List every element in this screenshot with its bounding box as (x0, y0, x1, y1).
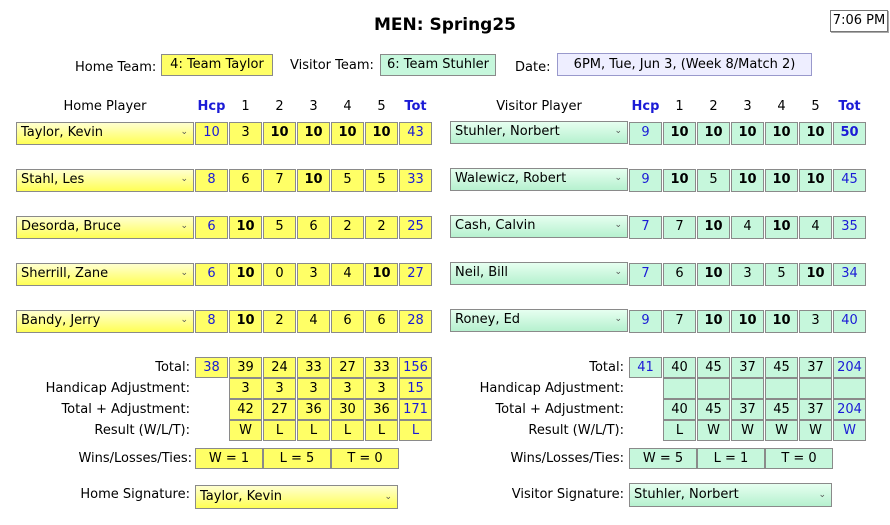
visitor-team-field[interactable]: 6: Team Stuhler (380, 54, 496, 76)
visitor-round-3-header: 3 (743, 99, 752, 114)
visitor-wins: W = 5 (629, 448, 697, 469)
visitor-ties: T = 0 (765, 448, 833, 469)
home-round-1-header: 1 (241, 99, 250, 114)
home-tot-header: Tot (404, 99, 427, 114)
visitor-player-select[interactable] (450, 215, 628, 238)
visitor-signature-select[interactable] (629, 483, 832, 507)
home-total-cell: 33 (297, 357, 330, 378)
visitor-signature-label: Visitor Signature: (511, 487, 624, 502)
home-score-cell[interactable]: 10 (365, 263, 398, 286)
visitor-round-2-header: 2 (709, 99, 718, 114)
visitor-player-name: Cash, Calvin (455, 218, 536, 233)
visitor-tot-cell: 35 (833, 216, 866, 239)
visitor-round-5-header: 5 (811, 99, 820, 114)
home-result-cell: L (297, 420, 330, 441)
home-score-cell[interactable]: 3 (297, 263, 330, 286)
visitor-player-select[interactable] (450, 121, 628, 144)
visitor-player-name: Neil, Bill (455, 265, 508, 280)
home-hcp-header: Hcp (197, 99, 226, 114)
home-score-cell[interactable]: 10 (365, 122, 398, 145)
home-total-adjust-cell: 36 (365, 399, 398, 420)
home-round-2-header: 2 (275, 99, 284, 114)
visitor-score-cell[interactable]: 4 (799, 216, 832, 239)
home-total-adjust-cell: 30 (331, 399, 364, 420)
home-player-name: Bandy, Jerry (21, 313, 101, 328)
home-total-adjust-cell: 36 (297, 399, 330, 420)
home-score-cell[interactable]: 3 (229, 122, 262, 145)
home-score-cell[interactable]: 5 (331, 169, 364, 192)
visitor-score-cell[interactable]: 3 (799, 310, 832, 333)
visitor-tot-cell: 45 (833, 169, 866, 192)
home-total-hcp: 38 (195, 357, 228, 378)
visitor-score-cell[interactable]: 10 (765, 169, 798, 192)
home-player-name: Taylor, Kevin (21, 125, 104, 140)
home-total-adjust-cell: 42 (229, 399, 262, 420)
visitor-total-adjust-cell: 37 (731, 399, 764, 420)
clock: 7:06 PM (830, 10, 888, 32)
visitor-total-adjust-label: Total + Adjustment: (495, 402, 624, 417)
chevron-down-icon: ⌄ (180, 268, 188, 278)
home-total-cell: 27 (331, 357, 364, 378)
visitor-score-cell[interactable]: 10 (697, 216, 730, 239)
chevron-down-icon: ⌄ (180, 174, 188, 184)
chevron-down-icon: ⌄ (614, 314, 622, 324)
visitor-score-cell[interactable]: 6 (663, 263, 696, 286)
home-hcp-cell[interactable]: 8 (195, 169, 228, 192)
home-player-name: Sherrill, Zane (21, 266, 109, 281)
home-score-cell[interactable]: 10 (331, 122, 364, 145)
visitor-score-cell[interactable]: 4 (731, 216, 764, 239)
home-result-cell: L (263, 420, 296, 441)
visitor-round-1-header: 1 (675, 99, 684, 114)
visitor-score-cell[interactable]: 5 (765, 263, 798, 286)
home-score-cell[interactable]: 0 (263, 263, 296, 286)
visitor-score-cell[interactable]: 10 (765, 310, 798, 333)
visitor-tot-cell: 40 (833, 310, 866, 333)
home-hcp-cell[interactable]: 10 (195, 122, 228, 145)
visitor-score-cell[interactable]: 10 (799, 263, 832, 286)
chevron-down-icon: ⌄ (818, 490, 826, 500)
visitor-result-cell: W (697, 420, 730, 441)
visitor-team-label: Visitor Team: (290, 58, 374, 73)
visitor-result-cell: W (731, 420, 764, 441)
home-player-name: Desorda, Bruce (21, 219, 121, 234)
visitor-total-adjust-cell: 45 (765, 399, 798, 420)
chevron-down-icon: ⌄ (614, 173, 622, 183)
home-total-adjust-cell: 27 (263, 399, 296, 420)
chevron-down-icon: ⌄ (180, 221, 188, 231)
visitor-total-tot: 204 (833, 357, 866, 378)
visitor-total-adjust-cell: 37 (799, 399, 832, 420)
visitor-signature-value: Stuhler, Norbert (634, 487, 739, 502)
date-field[interactable]: 6PM, Tue, Jun 3, (Week 8/Match 2) (557, 53, 812, 76)
home-player-select[interactable] (16, 122, 194, 145)
visitor-hcp-header: Hcp (631, 99, 660, 114)
home-score-cell[interactable]: 6 (331, 310, 364, 333)
visitor-round-4-header: 4 (777, 99, 786, 114)
home-score-cell[interactable]: 7 (263, 169, 296, 192)
home-tot-cell: 28 (399, 310, 432, 333)
home-player-select[interactable] (16, 310, 194, 333)
home-losses: L = 5 (263, 448, 331, 469)
home-tot-cell: 33 (399, 169, 432, 192)
home-total-tot: 156 (399, 357, 432, 378)
home-score-cell[interactable]: 10 (229, 263, 262, 286)
home-adjust-cell: 3 (365, 378, 398, 399)
visitor-score-cell[interactable]: 10 (731, 310, 764, 333)
visitor-score-cell[interactable]: 7 (663, 216, 696, 239)
home-player-name: Stahl, Les (21, 172, 85, 187)
date-label: Date: (515, 60, 551, 75)
chevron-down-icon: ⌄ (180, 127, 188, 137)
home-tot-cell: 43 (399, 122, 432, 145)
home-result-cell: L (365, 420, 398, 441)
home-score-cell[interactable]: 6 (229, 169, 262, 192)
home-score-cell[interactable]: 10 (263, 122, 296, 145)
visitor-player-select[interactable] (450, 168, 628, 191)
home-signature-select[interactable] (195, 485, 398, 509)
home-score-cell[interactable]: 10 (297, 169, 330, 192)
home-score-cell[interactable]: 2 (263, 310, 296, 333)
home-round-3-header: 3 (309, 99, 318, 114)
visitor-tot-header: Tot (838, 99, 861, 114)
visitor-score-cell[interactable]: 10 (663, 169, 696, 192)
visitor-total-adjust-tot: 204 (833, 399, 866, 420)
visitor-score-cell[interactable]: 10 (765, 216, 798, 239)
visitor-player-header: Visitor Player (496, 99, 582, 114)
home-tot-cell: 27 (399, 263, 432, 286)
visitor-player-name: Walewicz, Robert (455, 171, 567, 186)
chevron-down-icon: ⌄ (614, 267, 622, 277)
visitor-adjust-cell (731, 378, 764, 399)
home-result-cell: L (331, 420, 364, 441)
visitor-wlt-label: Wins/Losses/Ties: (510, 451, 624, 466)
visitor-player-name: Roney, Ed (455, 312, 521, 327)
home-result-tot: L (399, 420, 432, 441)
visitor-adjust-cell (799, 378, 832, 399)
visitor-score-cell[interactable]: 3 (731, 263, 764, 286)
chevron-down-icon: ⌄ (614, 126, 622, 136)
visitor-score-cell[interactable]: 10 (663, 122, 696, 145)
visitor-adjust-cell (765, 378, 798, 399)
visitor-score-cell[interactable]: 10 (799, 122, 832, 145)
home-ties: T = 0 (331, 448, 399, 469)
home-score-cell[interactable]: 10 (297, 122, 330, 145)
home-adjust-cell: 3 (263, 378, 296, 399)
home-hcp-cell[interactable]: 8 (195, 310, 228, 333)
home-score-cell[interactable]: 6 (297, 216, 330, 239)
home-wins: W = 1 (195, 448, 263, 469)
visitor-adjust-cell (663, 378, 696, 399)
home-score-cell[interactable]: 10 (229, 310, 262, 333)
visitor-player-select[interactable] (450, 309, 628, 332)
visitor-player-name: Stuhler, Norbert (455, 124, 560, 139)
home-player-header: Home Player (63, 99, 147, 114)
visitor-player-select[interactable] (450, 262, 628, 285)
visitor-score-cell[interactable]: 10 (765, 122, 798, 145)
visitor-score-cell[interactable]: 7 (663, 310, 696, 333)
home-total-adjust-label: Total + Adjustment: (61, 402, 190, 417)
home-team-label: Home Team: (75, 60, 157, 75)
home-signature-value: Taylor, Kevin (200, 489, 283, 504)
home-score-cell[interactable]: 6 (365, 310, 398, 333)
home-result-label: Result (W/L/T): (94, 423, 190, 438)
home-total-cell: 39 (229, 357, 262, 378)
visitor-score-cell[interactable]: 5 (697, 169, 730, 192)
visitor-score-cell[interactable]: 10 (697, 263, 730, 286)
home-score-cell[interactable]: 5 (365, 169, 398, 192)
visitor-total-adjust-cell: 40 (663, 399, 696, 420)
visitor-hcp-cell[interactable]: 9 (629, 122, 662, 145)
home-score-cell[interactable]: 4 (331, 263, 364, 286)
home-total-adjust-tot: 171 (399, 399, 432, 420)
visitor-result-tot: W (833, 420, 866, 441)
visitor-adjust-label: Handicap Adjustment: (479, 381, 624, 396)
home-adjust-cell: 3 (331, 378, 364, 399)
chevron-down-icon: ⌄ (614, 220, 622, 230)
home-adjust-cell: 3 (297, 378, 330, 399)
home-adjust-cell: 3 (229, 378, 262, 399)
home-round-4-header: 4 (343, 99, 352, 114)
visitor-hcp-cell[interactable]: 9 (629, 310, 662, 333)
visitor-score-cell[interactable]: 10 (697, 122, 730, 145)
visitor-losses: L = 1 (697, 448, 765, 469)
home-score-cell[interactable]: 5 (263, 216, 296, 239)
visitor-result-cell: L (663, 420, 696, 441)
visitor-tot-cell: 34 (833, 263, 866, 286)
home-hcp-cell[interactable]: 6 (195, 216, 228, 239)
visitor-adjust-tot (833, 378, 866, 399)
visitor-total-cell: 40 (663, 357, 696, 378)
visitor-total-hcp: 41 (629, 357, 662, 378)
home-adjust-label: Handicap Adjustment: (45, 381, 190, 396)
page-title: MEN: Spring25 (373, 15, 517, 35)
visitor-total-cell: 45 (697, 357, 730, 378)
home-total-label: Total: (155, 360, 190, 375)
home-score-cell[interactable]: 2 (365, 216, 398, 239)
home-total-cell: 24 (263, 357, 296, 378)
chevron-down-icon: ⌄ (180, 315, 188, 325)
home-wlt-label: Wins/Losses/Ties: (78, 451, 192, 466)
visitor-result-cell: W (765, 420, 798, 441)
visitor-result-label: Result (W/L/T): (528, 423, 624, 438)
home-player-select[interactable] (16, 216, 194, 239)
home-score-cell[interactable]: 10 (229, 216, 262, 239)
visitor-score-cell[interactable]: 10 (799, 169, 832, 192)
home-team-field[interactable]: 4: Team Taylor (161, 54, 273, 76)
home-signature-label: Home Signature: (80, 487, 190, 502)
home-total-cell: 33 (365, 357, 398, 378)
visitor-hcp-cell[interactable]: 7 (629, 263, 662, 286)
visitor-tot-cell: 50 (833, 122, 866, 145)
visitor-total-label: Total: (589, 360, 624, 375)
visitor-score-cell[interactable]: 10 (697, 310, 730, 333)
home-score-cell[interactable]: 4 (297, 310, 330, 333)
visitor-total-cell: 45 (765, 357, 798, 378)
visitor-score-cell[interactable]: 10 (731, 169, 764, 192)
home-player-select[interactable] (16, 263, 194, 286)
home-hcp-cell[interactable]: 6 (195, 263, 228, 286)
visitor-total-cell: 37 (799, 357, 832, 378)
chevron-down-icon: ⌄ (384, 492, 392, 502)
visitor-result-cell: W (799, 420, 832, 441)
home-score-cell[interactable]: 2 (331, 216, 364, 239)
visitor-adjust-cell (697, 378, 730, 399)
home-tot-cell: 25 (399, 216, 432, 239)
home-round-5-header: 5 (377, 99, 386, 114)
home-player-select[interactable] (16, 169, 194, 192)
home-result-cell: W (229, 420, 262, 441)
visitor-score-cell[interactable]: 10 (731, 122, 764, 145)
visitor-total-adjust-cell: 45 (697, 399, 730, 420)
visitor-hcp-cell[interactable]: 7 (629, 216, 662, 239)
visitor-total-cell: 37 (731, 357, 764, 378)
visitor-hcp-cell[interactable]: 9 (629, 169, 662, 192)
home-adjust-tot: 15 (399, 378, 432, 399)
